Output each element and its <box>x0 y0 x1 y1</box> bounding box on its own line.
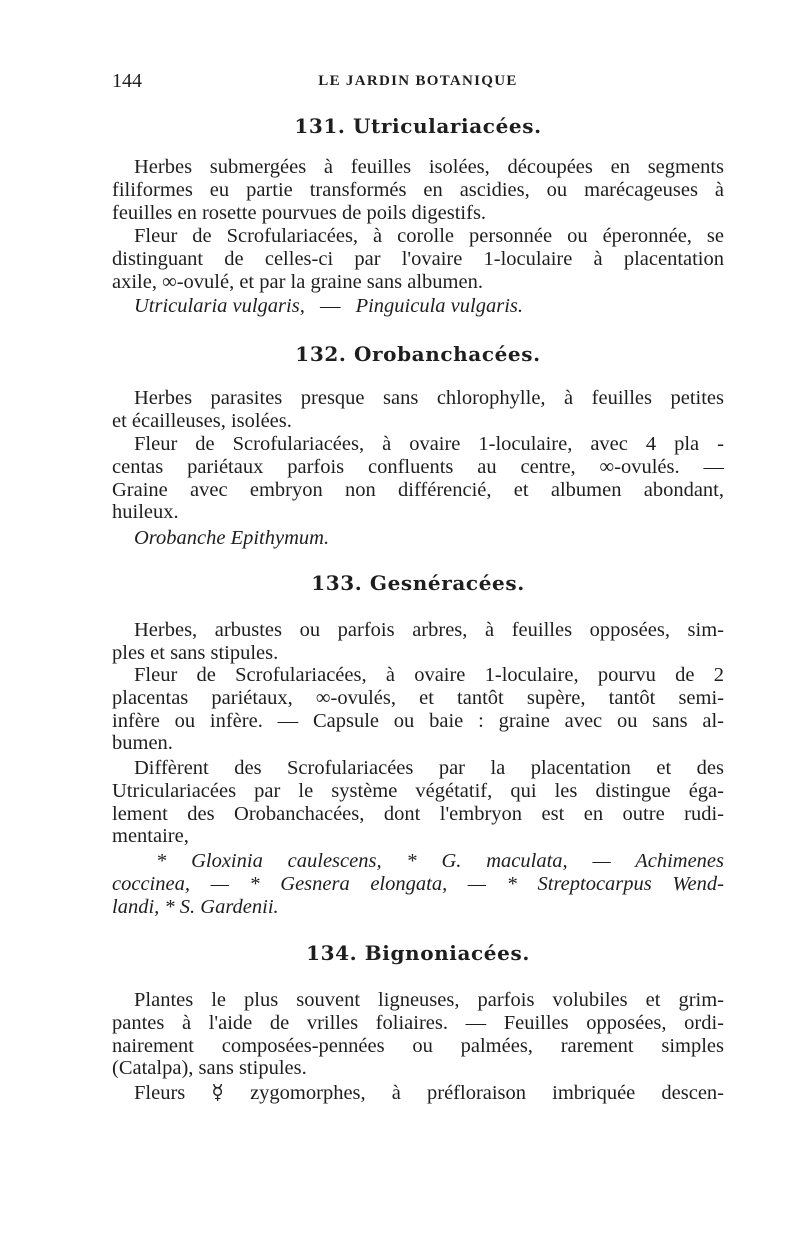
text-line: mentaire, <box>112 825 189 848</box>
text-line: et écailleuses, isolées. <box>112 409 292 432</box>
paragraph-133-flower <box>112 664 724 755</box>
species-line-132: Orobanche Epithymum. <box>134 527 330 549</box>
text-line: Utriculariacées par le système végétatif, qui les distingue éga- <box>112 779 724 802</box>
text-line: axile, ∞-ovulé, et par la graine sans albumen. <box>112 270 483 293</box>
species-line: coccinea, — * Gesnera elongata, — * Streptocarpus Wend- <box>112 872 724 895</box>
text-line: Fleur de Scrofulariacées, à corolle personnée ou éperonnée, se <box>134 225 724 247</box>
page-number: 144 <box>112 70 142 92</box>
paragraph-133-differences <box>112 757 724 848</box>
text-line: Herbes parasites presque sans chlorophylle, à feuilles petites <box>134 387 724 409</box>
paragraph-131-flower <box>112 225 724 293</box>
text-line: Plantes le plus souvent ligneuses, parfois volubiles et grim- <box>134 989 724 1011</box>
text-line: (Catalpa), sans stipules. <box>112 1057 307 1080</box>
text-line: infère ou infère. — Capsule ou baie : graine avec ou sans al- <box>112 709 724 732</box>
paragraph-131-description <box>112 156 724 224</box>
paragraph-133-description <box>112 619 724 665</box>
section-heading-131: 131. Utriculariacées. <box>294 114 542 138</box>
section-heading-132: 132. Orobanchacées. <box>295 342 541 366</box>
text-line: Herbes submergées à feuilles isolées, découpées en segments <box>134 156 724 178</box>
text-line: Fleur de Scrofulariacées, à ovaire 1-loculaire, pourvu de 2 <box>134 664 724 686</box>
paragraph-134-description <box>112 989 724 1080</box>
text-line: pantes à l'aide de vrilles foliaires. — Feuilles opposées, ordi- <box>112 1011 724 1034</box>
paragraph-132-description <box>112 387 724 433</box>
species-name: Utricularia vulgaris, <box>134 295 305 317</box>
species-list-133 <box>112 850 724 918</box>
text-line: Fleurs ☿ zygomorphes, à préfloraison imbriquée descen- <box>134 1082 724 1104</box>
dash-separator: — <box>319 295 341 317</box>
text-line: feuilles en rosette pourvues de poils digestifs. <box>112 201 487 224</box>
species-line-131 <box>134 295 523 318</box>
section-heading-134: 134. Bignoniacées. <box>306 941 530 965</box>
text-line: Diffèrent des Scrofulariacées par la placentation et des <box>134 757 724 779</box>
running-title: LE JARDIN BOTANIQUE <box>318 73 518 89</box>
page-header <box>112 70 724 98</box>
text-line: filiformes eu partie transformés en ascidies, ou marécageuses à <box>112 178 724 201</box>
paragraph-134-flower <box>112 1082 724 1105</box>
section-heading-133: 133. Gesnéracées. <box>311 571 525 595</box>
text-line: lement des Orobanchacées, dont l'embryon est en outre rudi- <box>112 802 724 825</box>
text-line: bumen. <box>112 732 173 755</box>
text-line: ples et sans stipules. <box>112 641 279 664</box>
species-line: landi, * S. Gardenii. <box>112 895 279 918</box>
text-line: Fleur de Scrofulariacées, à ovaire 1-loculaire, avec 4 pla - <box>134 433 724 455</box>
text-line: Herbes, arbustes ou parfois arbres, à feuilles opposées, sim- <box>134 619 724 641</box>
paragraph-132-flower <box>112 433 724 524</box>
species-name: Pinguicula vulgaris. <box>355 295 523 317</box>
text-line: centas pariétaux parfois confluents au centre, ∞-ovulés. — <box>112 455 724 478</box>
text-line: distinguant de celles-ci par l'ovaire 1-loculaire à placentation <box>112 247 724 270</box>
text-line: placentas pariétaux, ∞-ovulés, et tantôt supère, tantôt semi- <box>112 686 724 709</box>
species-line: * Gloxinia caulescens, * G. maculata, — Achimenes <box>156 850 724 872</box>
text-line: nairement composées-pennées ou palmées, rarement simples <box>112 1034 724 1057</box>
text-line: huileux. <box>112 501 179 524</box>
text-line: Graine avec embryon non différencié, et albumen abondant, <box>112 478 724 501</box>
